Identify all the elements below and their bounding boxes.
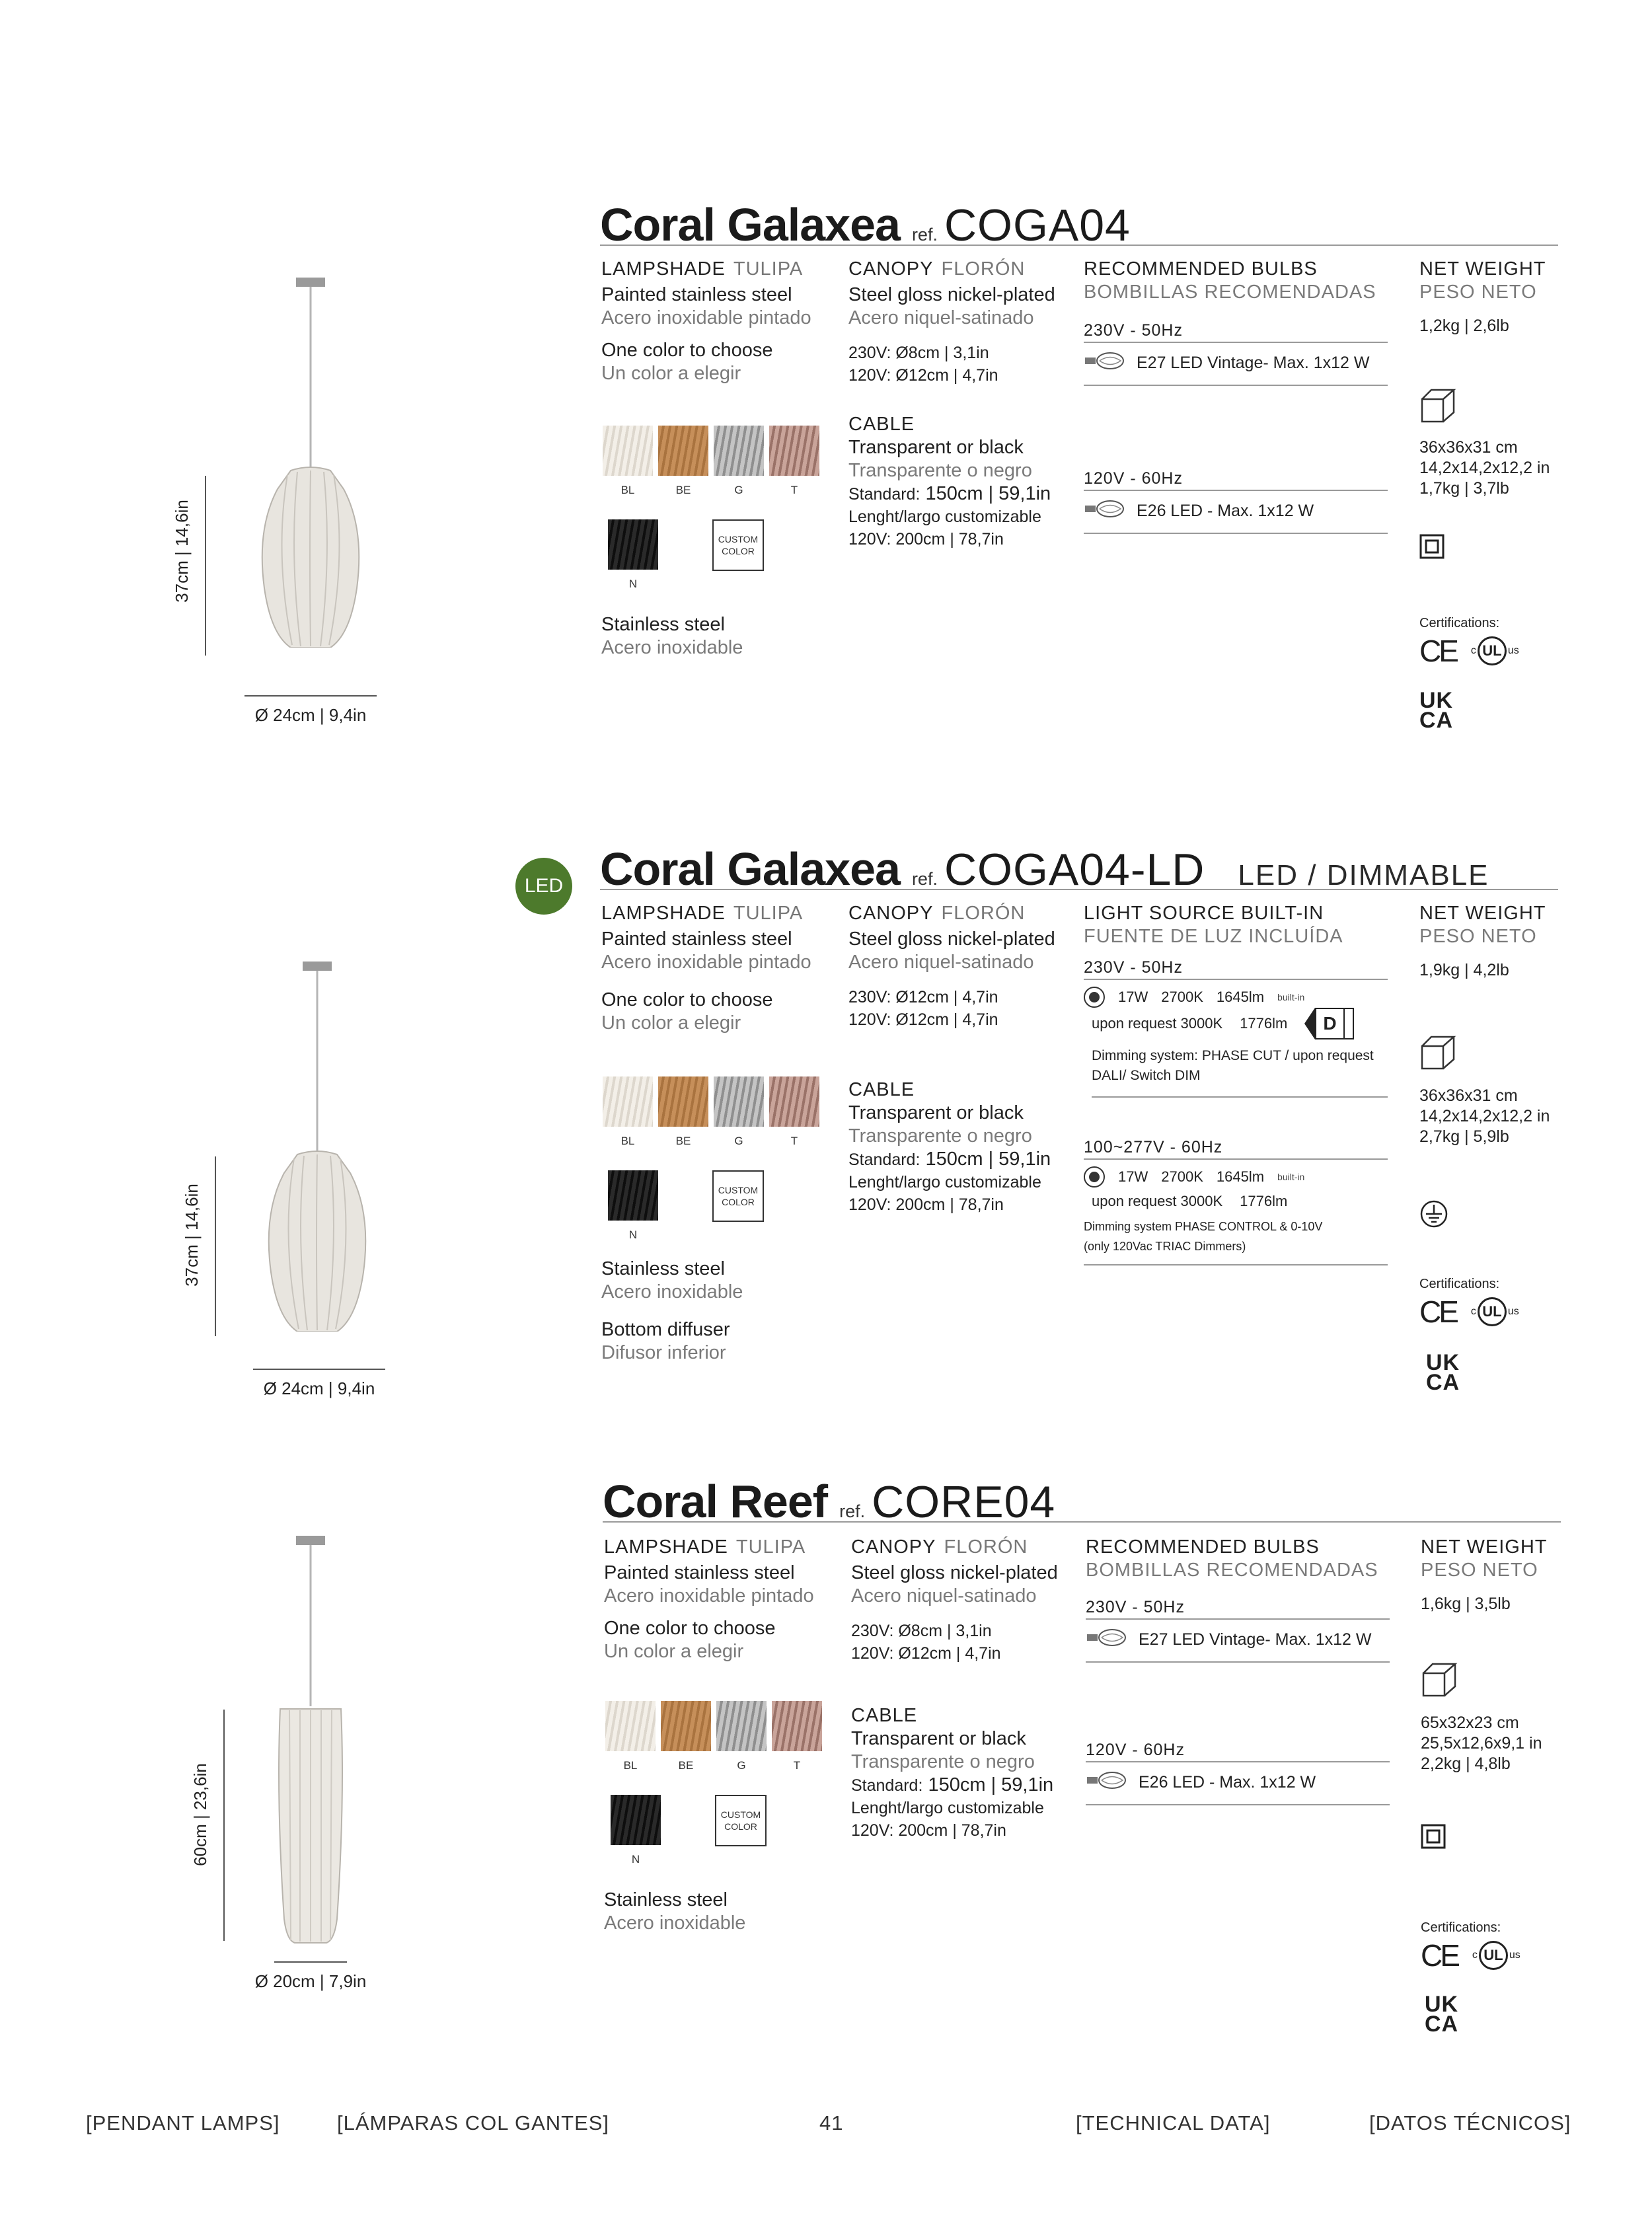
ref-label: ref. xyxy=(911,225,938,245)
lampshade-heading: LAMPSHADE xyxy=(601,258,726,280)
steel-note: Stainless steel Acero inoxidable xyxy=(604,1889,746,1934)
swatch-bl[interactable]: BL xyxy=(603,1076,653,1127)
bulb-icon xyxy=(1084,351,1125,375)
product-name: Coral Galaxea xyxy=(600,199,900,250)
canopy-column: CANOPY FLORÓN Steel gloss nickel-plated Acero niquel-satinado 230V: Ø8cm | 3,1in 120V: Ø12cm | 4,7in CABLE Transparent or black Transparente o negro Standard: 150cm | 59,1in Lenght/largo customizable 120V: 200cm | 78,7in xyxy=(848,258,1073,550)
ukca-mark-icon: UK CA xyxy=(1426,1350,1460,1395)
bulb-icon xyxy=(1086,1628,1127,1652)
swatch-be[interactable]: BE xyxy=(658,426,708,476)
energy-label-icon: D xyxy=(1304,1008,1353,1039)
height-dimension: 37cm | 14,6in xyxy=(172,500,192,603)
weight-column: NET WEIGHT PESO NETO xyxy=(1419,903,1546,947)
color-swatches xyxy=(603,426,819,496)
swatch-bl[interactable]: BL xyxy=(605,1701,656,1751)
diameter-dimension: Ø 24cm | 9,4in xyxy=(263,1378,375,1398)
canopy-dim-230: 230V: Ø8cm | 3,1in xyxy=(848,344,989,362)
swatch-g[interactable]: G xyxy=(714,426,764,476)
swatch-t[interactable]: T xyxy=(772,1701,822,1751)
cable-standard: 150cm | 59,1in xyxy=(925,483,1051,504)
earth-ground-icon xyxy=(1419,1199,1448,1228)
canopy-column: CANOPY FLORÓN Steel gloss nickel-plated Acero niquel-satinado 230V: Ø8cm | 3,1in 120V: Ø12cm | 4,7in CABLE Transparent or black Transparente o negro Standard: 150cm | 59,1in Lenght/largo customizable 120V: 200cm | 78,7in xyxy=(851,1536,1058,1840)
lampshade-material: Painted stainless steel xyxy=(601,284,792,305)
bulb-icon xyxy=(1084,499,1125,523)
product-name: Coral Galaxea xyxy=(600,843,900,895)
lamp-drawing xyxy=(271,1536,350,1945)
led-230v: 230V - 50Hz 17W 2700K 1645lm built-in upon request 3000K 1776lm D Dimming system: PHASE CUT / upon request DALI/ Switch DIM xyxy=(1084,958,1388,1098)
swatch-be[interactable]: BE xyxy=(658,1076,708,1127)
box-icon xyxy=(1419,1034,1456,1071)
swatch-n[interactable]: N xyxy=(608,1170,658,1221)
net-weight: 1,2kg | 2,6lb xyxy=(1419,317,1509,335)
ce-mark-icon: CE xyxy=(1419,634,1456,668)
lampshade-heading: LAMPSHADE xyxy=(601,903,726,924)
bulbs-column: RECOMMENDED BULBS BOMBILLAS RECOMENDADAS xyxy=(1086,1536,1378,1581)
net-weight: 1,6kg | 3,5lb xyxy=(1421,1595,1511,1613)
bulb-230v: 230V - 50Hz E27 LED Vintage- Max. 1x12 W xyxy=(1084,321,1388,386)
swatch-g[interactable]: G xyxy=(714,1076,764,1127)
ref-label: ref. xyxy=(839,1501,866,1521)
bulb-120v: 120V - 60Hz E26 LED - Max. 1x12 W xyxy=(1086,1741,1390,1805)
certifications-label: Certifications: xyxy=(1421,1920,1501,1935)
footer-technical-data: [TECHNICAL DATA] xyxy=(1076,2111,1271,2134)
product-code: COGA04 xyxy=(944,200,1131,250)
swatch-t[interactable]: T xyxy=(769,1076,819,1127)
diameter-rule xyxy=(274,1961,347,1963)
color-swatches xyxy=(605,1701,822,1772)
ul-mark-icon: c UL us xyxy=(1471,1297,1519,1326)
class-ii-icon xyxy=(1421,1824,1446,1849)
swatch-n[interactable]: N xyxy=(608,519,658,570)
height-rule xyxy=(223,1710,225,1941)
cert-row xyxy=(1419,633,1519,669)
diameter-dimension: Ø 20cm | 7,9in xyxy=(254,1971,367,1991)
box-dimensions: 36x36x31 cm 14,2x14,2x12,2 in 1,7kg | 3,7lb xyxy=(1419,438,1550,498)
product-code: COGA04-LD xyxy=(944,845,1205,895)
canopy-material-es: Acero niquel-satinado xyxy=(848,307,1034,328)
ul-mark-icon: c UL us xyxy=(1471,636,1519,665)
weight-heading: NET WEIGHT xyxy=(1419,258,1546,280)
color-swatches xyxy=(603,1076,819,1147)
lamp-drawing xyxy=(258,962,377,1332)
box-dimensions: 65x32x23 cm 25,5x12,6x9,1 in 2,2kg | 4,8lb xyxy=(1421,1714,1542,1773)
footer-lamparas: [LÁMPARAS COL GANTES] xyxy=(337,2111,610,2134)
swatch-bl[interactable]: BL xyxy=(603,426,653,476)
led-dimmable-tag: LED / DIMMABLE xyxy=(1238,859,1489,891)
ref-label: ref. xyxy=(911,869,938,889)
steel-note: Stainless steel Acero inoxidable Bottom diffuser Difusor inferior xyxy=(601,1258,833,1365)
led-source-icon xyxy=(1084,1166,1105,1188)
bottom-diffuser: Bottom diffuser xyxy=(601,1319,730,1340)
ukca-mark-icon: UK CA xyxy=(1419,688,1454,733)
box-icon xyxy=(1421,1661,1458,1698)
lampshade-material-es: Acero inoxidable pintado xyxy=(601,307,811,328)
bulb-120v: 120V - 60Hz E26 LED - Max. 1x12 W xyxy=(1084,469,1388,534)
bulbs-heading-es: BOMBILLAS RECOMENDADAS xyxy=(1084,282,1376,303)
class-ii-icon xyxy=(1419,534,1445,559)
steel-note: Stainless steel Acero inoxidable xyxy=(601,614,743,658)
lampshade-heading-es: TULIPA xyxy=(733,903,804,924)
certifications-label: Certifications: xyxy=(1419,616,1500,630)
diameter-rule xyxy=(253,1369,385,1370)
product-coga04 xyxy=(0,198,1652,846)
cable-custom: Lenght/largo customizable xyxy=(848,508,1041,526)
bulbs-heading: RECOMMENDED BULBS xyxy=(1084,258,1318,280)
weight-column: NET WEIGHT PESO NETO xyxy=(1421,1536,1548,1581)
cable-desc: Transparent or black xyxy=(848,437,1024,458)
led-source-icon xyxy=(1084,987,1105,1008)
ce-mark-icon: CE xyxy=(1421,1938,1458,1973)
product-name: Coral Reef xyxy=(603,1476,828,1527)
led-badge: LED xyxy=(515,858,572,915)
diameter-rule xyxy=(244,695,377,697)
color-choice: One color to choose xyxy=(601,340,773,361)
led-120v: 100~277V - 60Hz 17W 2700K 1645lm built-in upon request 3000K 1776lm Dimming system PHASE CONTROL & 0-10V (only 120Vac TRIAC Dimmers) xyxy=(1084,1138,1388,1265)
product-core04 xyxy=(0,1475,1652,2123)
certifications-label: Certifications: xyxy=(1419,1277,1500,1291)
product-coga04-ld xyxy=(0,843,1652,1490)
lampshade-heading-es: TULIPA xyxy=(733,258,804,280)
cable-desc-es: Transparente o negro xyxy=(848,460,1032,481)
box-dimensions: 36x36x31 cm 14,2x14,2x12,2 in 2,7kg | 5,9lb xyxy=(1419,1086,1550,1146)
page-number: 41 xyxy=(819,2111,844,2134)
swatch-g[interactable]: G xyxy=(716,1701,767,1751)
footer-pendant-lamps: [PENDANT LAMPS] xyxy=(86,2111,280,2134)
footer-datos-tecnicos: [DATOS TÉCNICOS] xyxy=(1369,2111,1571,2134)
lampshade-column: LAMPSHADE TULIPA Painted stainless steel Acero inoxidable pintado One color to choose Un color a elegir xyxy=(601,903,811,1034)
canopy-dim-120: 120V: Ø12cm | 4,7in xyxy=(848,366,998,385)
canopy-heading-es: FLORÓN xyxy=(941,258,1026,280)
height-dimension: 37cm | 14,6in xyxy=(182,1184,202,1287)
cable-heading: CABLE xyxy=(848,414,915,435)
height-rule xyxy=(205,476,206,656)
ce-mark-icon: CE xyxy=(1419,1295,1456,1329)
bulbs-column xyxy=(1084,258,1394,304)
ukca-mark-icon: UK CA xyxy=(1425,1992,1459,2037)
diameter-dimension: Ø 24cm | 9,4in xyxy=(254,705,367,725)
net-weight: 1,9kg | 4,2lb xyxy=(1419,961,1509,979)
cert-row xyxy=(1419,1294,1519,1330)
swatch-n[interactable]: N xyxy=(611,1795,661,1845)
weight-column xyxy=(1419,258,1571,304)
height-dimension: 60cm | 23,6in xyxy=(190,1763,210,1866)
canopy-material: Steel gloss nickel-plated xyxy=(848,284,1055,305)
cable-120v: 120V: 200cm | 78,7in xyxy=(848,530,1004,548)
color-choice-es: Un color a elegir xyxy=(601,363,741,384)
swatch-t[interactable]: T xyxy=(769,426,819,476)
product-title xyxy=(603,1475,1561,1527)
lampshade-column xyxy=(601,258,833,385)
canopy-heading: CANOPY xyxy=(848,258,934,280)
weight-heading-es: PESO NETO xyxy=(1419,282,1537,303)
box-icon xyxy=(1419,387,1456,424)
lamp-drawing xyxy=(251,278,370,648)
product-title xyxy=(600,198,1558,250)
custom-color-box[interactable]: CUSTOM COLOR xyxy=(712,1170,764,1222)
bulb-230v: 230V - 50Hz E27 LED Vintage- Max. 1x12 W xyxy=(1086,1598,1390,1663)
lampshade-column: LAMPSHADE TULIPA Painted stainless steel Acero inoxidable pintado One color to choose Un color a elegir xyxy=(604,1536,814,1662)
product-code: CORE04 xyxy=(872,1477,1056,1527)
canopy-column: CANOPY FLORÓN Steel gloss nickel-plated Acero niquel-satinado 230V: Ø12cm | 4,7in 120V: Ø12cm | 4,7in CABLE Transparent or black Transparente o negro Standard: 150cm | 59,1in Lenght/largo customizable 120V: 200cm | 78,7in xyxy=(848,903,1055,1214)
product-title xyxy=(600,843,1558,895)
swatch-be[interactable]: BE xyxy=(661,1701,711,1751)
light-source-column: LIGHT SOURCE BUILT-IN FUENTE DE LUZ INCLUÍDA xyxy=(1084,903,1343,947)
custom-color-box[interactable]: CUSTOM COLOR xyxy=(715,1795,767,1846)
height-rule xyxy=(215,1156,216,1336)
custom-color-box[interactable]: CUSTOM COLOR xyxy=(712,519,764,571)
cert-row xyxy=(1421,1938,1521,1973)
ul-mark-icon: c UL us xyxy=(1472,1941,1521,1970)
bulb-icon xyxy=(1086,1770,1127,1795)
